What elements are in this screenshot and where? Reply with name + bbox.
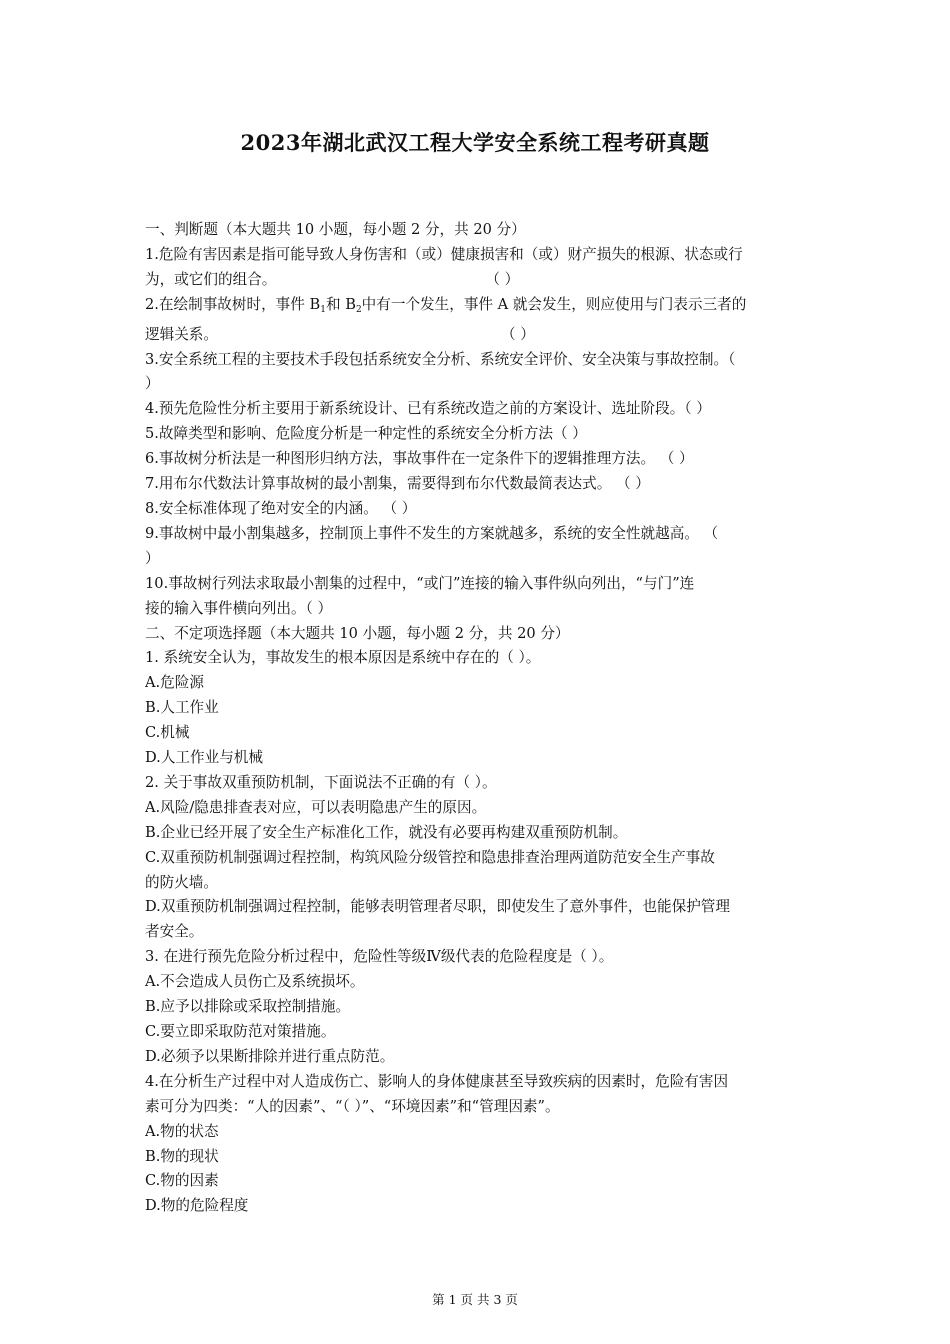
tf-question-2-answer-blank: （ ） (500, 325, 535, 343)
tf-question-4: 4.预先危险性分析主要用于新系统设计、已有系统改造之前的方案设计、选址阶段。（ ） (145, 400, 711, 418)
section-heading-true-false: 一、判断题（本大题共 10 小题，每小题 2 分，共 20 分） (145, 221, 526, 238)
tf-question-2-text-a: 2.在绘制事故树时，事件 B (145, 295, 321, 313)
tf-question-10-line-1: 10.事故树行列法求取最小割集的过程中，“或门”连接的输入事件纵向列出，“与门”连 (145, 574, 695, 592)
mc-question-4-option-a: A.物的状态 (145, 1122, 219, 1140)
tf-question-3-line-2: ） (145, 375, 160, 393)
tf-question-3-line-1: 3.安全系统工程的主要技术手段包括系统安全分析、系统安全评价、安全决策与事故控制。（ (145, 350, 736, 368)
tf-question-9-line-2: ） (145, 549, 160, 567)
mc-question-1-stem: 1. 系统安全认为，事故发生的根本原因是系统中存在的（ ）。 (145, 649, 541, 667)
tf-question-2-line-2 (145, 323, 810, 348)
tf-question-9-line-1: 9.事故树中最小割集越多，控制顶上事件不发生的方案就越多，系统的安全性就越高。 （ (145, 524, 719, 542)
tf-question-1-line-1: 1.危险有害因素是指可能导致人身伤害和（或）健康损害和（或）财产损失的根源、状态或行 (145, 245, 743, 263)
mc-question-1-option-c: C.机械 (145, 724, 190, 742)
page-title: 2023年湖北武汉工程大学安全系统工程考研真题 (240, 130, 710, 155)
mc-question-2-option-d-line-1: D.双重预防机制强调过程控制，能够表明管理者尽职，即使发生了意外事件，也能保护管理 (145, 898, 730, 916)
tf-question-1-answer-blank: （ ） (485, 270, 520, 288)
tf-question-2-subscript-1: 1 (320, 304, 326, 315)
tf-question-2-text-2: 逻辑关系。 (145, 325, 218, 343)
mc-question-1-option-a: A.危险源 (145, 674, 204, 692)
mc-question-2-option-c-line-2: 的防火墙。 (145, 873, 218, 891)
section-heading-multiple-choice: 二、不定项选择题（本大题共 10 小题，每小题 2 分，共 20 分） (145, 624, 570, 642)
exam-content (145, 218, 810, 1219)
mc-question-3-option-c: C.要立即采取防范对策措施。 (145, 1023, 336, 1040)
tf-question-1-line-2 (145, 268, 810, 293)
mc-question-4-option-c: C.物的因素 (145, 1172, 219, 1190)
mc-question-2-option-a: A.风险/隐患排查表对应，可以表明隐患产生的原因。 (145, 798, 487, 816)
mc-question-3-stem: 3. 在进行预先危险分析过程中，危险性等级Ⅳ级代表的危险程度是（ ）。 (145, 948, 614, 966)
tf-question-2-subscript-2: 2 (355, 304, 362, 315)
tf-question-2-text-c: 中有一个发生，事件 A 就会发生，则应使用与门表示三者的 (361, 295, 747, 313)
tf-question-6: 6.事故树分析法是一种图形归纳方法，事故事件在一定条件下的逻辑推理方法。 （ ） (145, 450, 694, 468)
tf-question-7: 7.用布尔代数法计算事故树的最小割集，需要得到布尔代数最简表达式。 （ ） (145, 475, 650, 493)
tf-question-2-line-1 (145, 293, 810, 323)
mc-question-4-stem-line-1: 4.在分析生产过程中对人造成伤亡、影响人的身体健康甚至导致疾病的因素时，危险有害因 (145, 1072, 729, 1090)
mc-question-3-option-d: D.必须予以果断排除并进行重点防范。 (145, 1047, 395, 1065)
tf-question-5: 5.故障类型和影响、危险度分析是一种定性的系统安全分析方法（ ） (145, 425, 587, 443)
tf-question-8: 8.安全标准体现了绝对安全的内涵。 （ ） (145, 499, 417, 517)
tf-question-10-line-2: 接的输入事件横向列出。（ ） (145, 599, 333, 617)
mc-question-2-option-d-line-2: 者安全。 (145, 923, 204, 941)
mc-question-4-stem-line-2: 素可分为四类：“人的因素”、“（ ）”、“环境因素”和“管理因素”。 (145, 1097, 560, 1115)
mc-question-4-option-d: D.物的危险程度 (145, 1197, 249, 1215)
page-number-footer: 第 1 页 共 3 页 (432, 1292, 518, 1307)
tf-question-1-text: 为，或它们的组合。 (145, 270, 277, 288)
mc-question-3-option-b: B.应予以排除或采取控制措施。 (145, 998, 351, 1016)
mc-question-1-option-b: B.人工作业 (145, 699, 219, 717)
tf-question-2-text-b: 和 B (325, 295, 356, 313)
mc-question-3-option-a: A.不会造成人员伤亡及系统损坏。 (145, 973, 365, 991)
mc-question-2-option-c-line-1: C.双重预防机制强调过程控制，构筑风险分级管控和隐患排查治理两道防范安全生产事故 (145, 848, 715, 866)
mc-question-1-option-d: D.人工作业与机械 (145, 749, 263, 767)
mc-question-2-option-b: B.企业已经开展了安全生产标准化工作，就没有必要再构建双重预防机制。 (145, 823, 628, 841)
mc-question-4-option-b: B.物的现状 (145, 1147, 219, 1165)
mc-question-2-stem: 2. 关于事故双重预防机制，下面说法不正确的有（ ）。 (145, 773, 497, 791)
